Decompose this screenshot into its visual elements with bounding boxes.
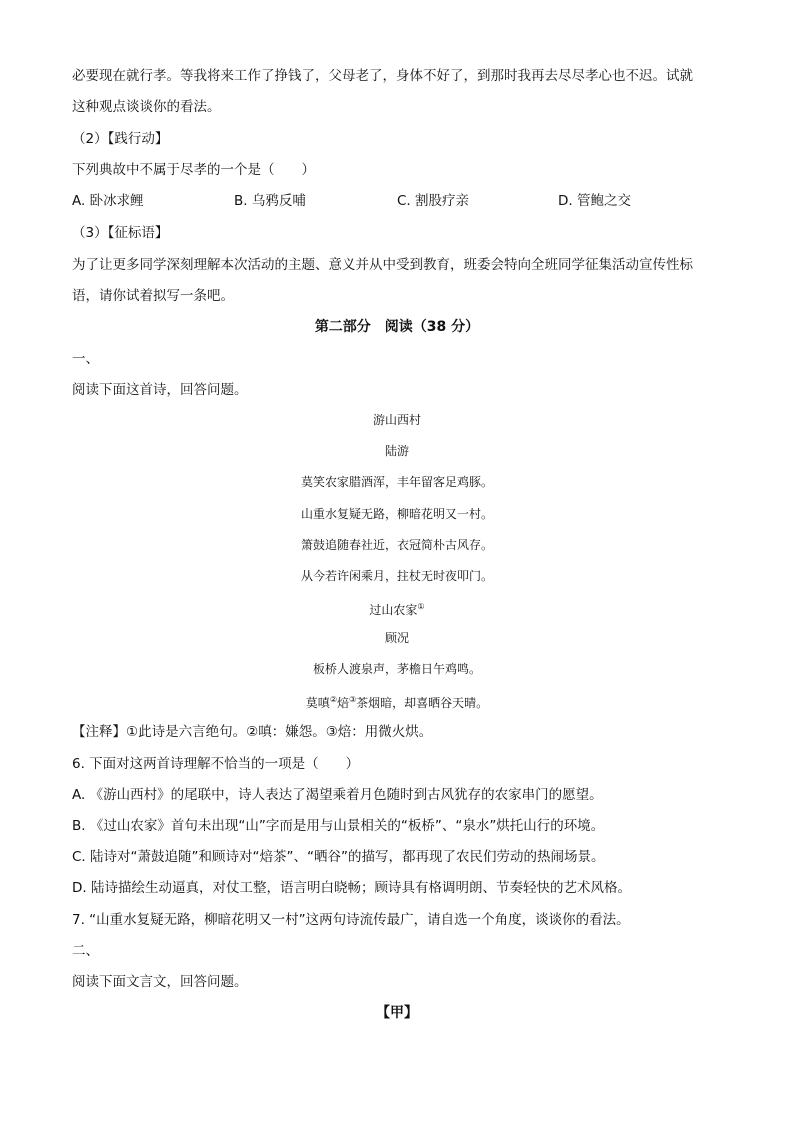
section-1-label: 一、	[72, 351, 99, 367]
q3-line-2: 语，请你试着拟写一条吧。	[72, 288, 234, 304]
q6-option-b: B. 《过山农家》首句未出现“山”字而是用与山景相关的“板桥”、“泉水”烘托山行的环境。	[72, 818, 605, 834]
section-2-instruction: 阅读下面文言文，回答问题。	[72, 974, 248, 990]
poem1-line-2: 山重水复疑无路，柳暗花明又一村。	[300, 507, 493, 521]
intro-line-2: 这种观点谈谈你的看法。	[72, 99, 221, 115]
poem2-title-text: 过山农家	[369, 603, 418, 617]
poem2-title-note: ①	[417, 602, 425, 611]
poem2-line-1: 板桥人渡泉声，茅檐日午鸡鸣。	[312, 662, 481, 676]
poem2-title	[0, 599, 794, 618]
q3-heading: （3）【征标语】	[72, 225, 169, 241]
q7-prompt: 7. “山重水复疑无路，柳暗花明又一村”这两句诗流传最广，请自选一个角度，谈谈你的看法。	[72, 912, 630, 928]
q6-option-d: D. 陆诗描绘生动逼真，对仗工整，语言明白晓畅；顾诗具有格调明朗、节奏轻快的艺术风格。	[72, 880, 631, 896]
poem2-note-3: ③	[349, 695, 357, 704]
poem1-line-4: 从今若许闲乘月，拄杖无时夜叩门。	[300, 569, 493, 583]
intro-line-1: 必要现在就行孝。等我将来工作了挣钱了，父母老了，身体不好了，到那时我再去尽尽孝心也不迟。试就	[72, 68, 693, 84]
poem2-line2-a: 莫嗔	[305, 696, 330, 710]
section-2-label: 二、	[72, 943, 99, 959]
q6-prompt: 6. 下面对这两首诗理解不恰当的一项是（ ）	[72, 756, 360, 772]
poem1-title: 游山西村	[372, 413, 421, 427]
poem2-author: 顾况	[384, 631, 409, 645]
poem1-line-1: 莫笑农家腊酒浑，丰年留客足鸡豚。	[300, 475, 493, 489]
poem2-line-2	[0, 692, 794, 711]
section-1-instruction: 阅读下面这首诗，回答问题。	[72, 382, 248, 398]
q2-option-b: B. 乌鸦反哺	[234, 193, 306, 209]
q3-line-1: 为了让更多同学深刻理解本次活动的主题、意义并从中受到教育，班委会特向全班同学征集活动宣传性标	[72, 257, 693, 273]
poem2-note-2: ②	[329, 695, 337, 704]
part2-title: 第二部分 阅读（38 分）	[314, 319, 480, 335]
q2-option-a: A. 卧冰求鲤	[72, 193, 144, 209]
q2-option-d: D. 管鲍之交	[558, 193, 631, 209]
poem-notes: 【注释】①此诗是六言绝句。②嗔：嫌怨。③焙：用微火烘。	[72, 724, 433, 740]
text-jia-label: 【甲】	[376, 1005, 418, 1021]
q2-option-c: C. 割股疗亲	[397, 193, 470, 209]
q6-option-c: C. 陆诗对“萧鼓追随”和顾诗对“焙茶”、“晒谷”的描写，都再现了农民们劳动的热闹场景。	[72, 849, 605, 865]
q2-prompt: 下列典故中不属于尽孝的一个是（ ）	[72, 162, 315, 178]
poem2-line2-b: 焙	[336, 696, 349, 710]
q6-option-a: A. 《游山西村》的尾联中，诗人表达了渴望乘着月色随时到古风犹存的农家串门的愿望。	[72, 787, 603, 803]
poem1-author: 陆游	[384, 444, 409, 458]
poem2-line2-c: 茶烟暗，却喜晒谷天晴。	[356, 696, 489, 710]
q2-heading: （2）【践行动】	[72, 131, 169, 147]
poem1-line-3: 箫鼓追随春社近，衣冠简朴古风存。	[300, 538, 493, 552]
